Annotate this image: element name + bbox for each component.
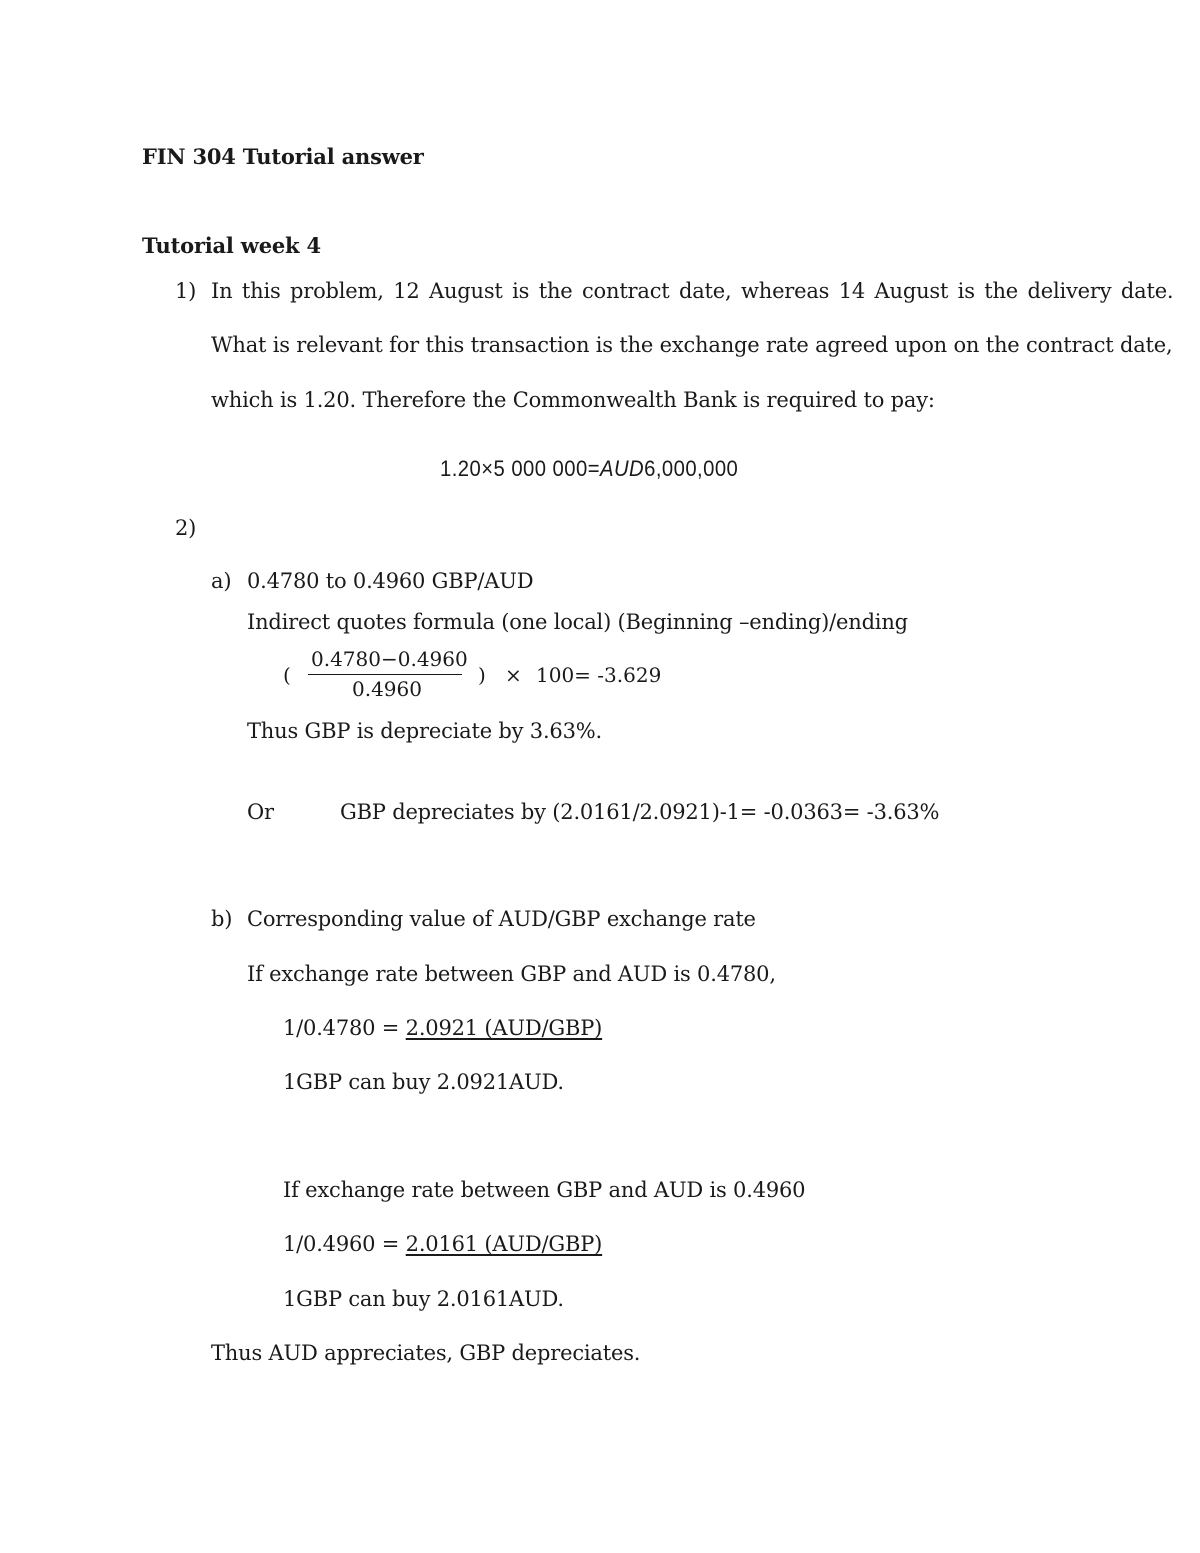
q2a-fraction-denominator: 0.4960 [352,677,422,701]
q2b-calc-1-value: 2.0921 (AUD/GBP) [405,1016,603,1040]
q2-number: 2) [175,516,197,540]
q2a-line-3: Thus GBP is depreciate by 3.63%. [247,719,602,743]
q1-equation-left: 1.20×5 000 000= [440,456,600,481]
q2a-fraction-bar [308,674,462,675]
q2a-result: 100= -3.629 [536,663,662,687]
q2b-calc-1-prefix: 1/0.4780 = [283,1016,406,1040]
q2a-paren-open: ( [283,663,291,687]
q2b-line-3: If exchange rate between GBP and AUD is 0.4960 [283,1178,806,1202]
q2b-label: b) [211,907,233,931]
q2b-calc-1 [283,1018,602,1039]
q2b-calc-2-prefix: 1/0.4960 = [283,1232,406,1256]
q2-conclusion: Thus AUD appreciates, GBP depreciates. [211,1341,641,1365]
q2b-calc-2-value: 2.0161 (AUD/GBP) [405,1232,603,1256]
q2a-label: a) [211,569,232,593]
q2a-line-1: 0.4780 to 0.4960 GBP/AUD [247,569,534,593]
q2a-times: × [505,663,522,687]
q2b-buy-2: 1GBP can buy 2.0161AUD. [283,1287,564,1311]
q2a-or-text: GBP depreciates by (2.0161/2.0921)-1= -0.0363= -3.63% [340,800,940,824]
q2a-or-label: Or [247,800,274,824]
q1-line-3: which is 1.20. Therefore the Commonwealth Bank is required to pay: [211,388,935,412]
q1-equation-right: 6,000,000 [644,456,739,481]
q1-line-1: In this problem, 12 August is the contract date, whereas 14 August is the delivery date. [211,279,1174,303]
q2a-line-2: Indirect quotes formula (one local) (Beginning –ending)/ending [247,610,908,634]
q2a-paren-close: ) [478,663,486,687]
q2a-fraction-numerator: 0.4780−0.4960 [311,647,468,671]
q2b-line-2: If exchange rate between GBP and AUD is 0.4780, [247,962,776,986]
q1-equation-unit: AUD [599,456,645,481]
q1-number: 1) [175,279,197,303]
q2b-line-1: Corresponding value of AUD/GBP exchange rate [247,907,756,931]
document-title: FIN 304 Tutorial answer [142,144,424,169]
q1-equation [440,458,738,480]
q1-line-2: What is relevant for this transaction is the exchange rate agreed upon on the contract date, [211,333,1173,357]
q2b-calc-2 [283,1234,602,1255]
q2b-buy-1: 1GBP can buy 2.0921AUD. [283,1070,564,1094]
section-heading: Tutorial week 4 [142,233,321,258]
